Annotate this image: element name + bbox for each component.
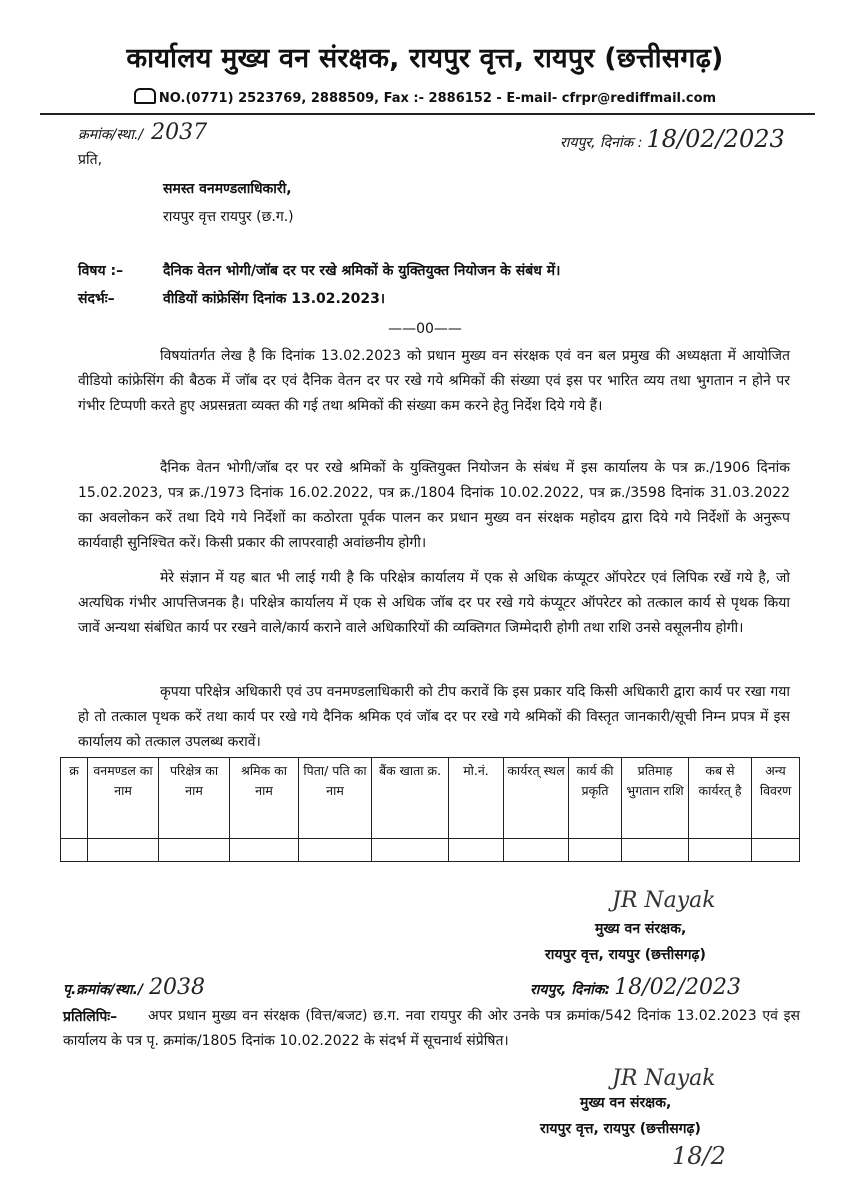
reference-label: संदर्भः–: [78, 291, 115, 307]
separator: ——00——: [388, 321, 462, 337]
table-header-cell: प्रतिमाह भुगतान राशि: [622, 758, 689, 839]
table-cell: [230, 839, 299, 862]
table-cell: [159, 839, 230, 862]
signature-1: JR Nayak: [612, 888, 716, 913]
table-cell: [88, 839, 159, 862]
table-header-cell: पिता/ पति का नाम: [299, 758, 372, 839]
table-cell: [622, 839, 689, 862]
telephone-icon: [134, 88, 156, 104]
recipient-address: रायपुर वृत्त रायपुर (छ.ग.): [163, 209, 294, 225]
table-cell: [752, 839, 800, 862]
reference-text: वीडियों कांफ्रेसिंग दिनांक 13.02.2023।: [163, 291, 386, 307]
paragraph-3: मेरे संज्ञान में यह बात भी लाई गयी है कि परिक्षेत्र कार्यालय में एक से अधिक कंप्यूटर ऑपरेटर एवं लिपिक रखें गये है, जो अत्यधिक गंभीर आपत्तिजनक है। परिक्षेत्र कार्यालय में एक से अधिक जॉब दर पर रखे गये कंप्यूटर ऑपरेटर को तत्काल कार्य से पृथक किया जावें अन्यथा संबंधित कार्य पर रखने वाले/कार्य कराने वाले अधिकारियों की व्यक्तिगत जिम्मेदारी होगी तथा राशि उनसे वसूलनीय होगी।: [78, 570, 790, 636]
letter-date-label: रायपुर, दिनांक :: [560, 135, 643, 151]
signatory-office-1: रायपुर वृत्त, रायपुर (छत्तीसगढ़): [545, 947, 706, 963]
signature-date-note: 18/2: [672, 1142, 726, 1170]
endorsement-date-label: रायपुर, दिनांक:: [530, 982, 611, 998]
table-cell: [569, 839, 622, 862]
letter-date-value: 18/02/2023: [646, 125, 785, 153]
table-header-cell: श्रमिक का नाम: [230, 758, 299, 839]
table-header-cell: परिक्षेत्र का नाम: [159, 758, 230, 839]
table-cell: [504, 839, 569, 862]
paragraph-4: कृपया परिक्षेत्र अधिकारी एवं उप वनमण्डलाधिकारी को टीप करावें कि इस प्रकार यदि किसी अधिकारी द्वारा कार्य पर रखा गया हो तो तत्काल पृथक करें तथा कार्य पर रखे गये दैनिक श्रमिक एवं जॉब दर पर रखे गये श्रमिकों की विस्तृत जानकारी/सूची निम्न प्रपत्र में इस कार्यालय को तत्काल उपलब्ध करावें।: [78, 684, 790, 750]
table-header-row: [61, 758, 800, 839]
table-header-cell: अन्य विवरण: [752, 758, 800, 839]
proforma-table: [60, 757, 800, 862]
endorsement-date: [530, 975, 741, 1000]
signatory-office-2: रायपुर वृत्त, रायपुर (छत्तीसगढ़): [540, 1121, 701, 1137]
letter-ref-label: क्रमांक/स्था./: [78, 127, 144, 143]
subject-label: विषय :–: [78, 263, 124, 279]
table-cell: [449, 839, 504, 862]
signatory-designation-2: मुख्य वन संरक्षक,: [580, 1095, 672, 1111]
to-label: प्रति,: [78, 152, 103, 168]
table-header-cell: कार्यरत् स्थल: [504, 758, 569, 839]
table-header-cell: वनमण्डल का नाम: [88, 758, 159, 839]
endorsement-ref-number: 2038: [149, 975, 206, 1000]
endorsement-ref-label: पृ.क्रमांक/स्था./: [63, 982, 144, 998]
table-cell: [61, 839, 88, 862]
table-header-cell: कार्य की प्रकृति: [569, 758, 622, 839]
office-title: कार्यालय मुख्य वन संरक्षक, रायपुर वृत्त, रायपुर (छत्तीसगढ़): [126, 43, 724, 74]
table-header-cell: कब से कार्यरत् है: [689, 758, 752, 839]
table-row: [61, 839, 800, 862]
table-header-cell: क्र: [61, 758, 88, 839]
subject-text: दैनिक वेतन भोगी/जॉब दर पर रखे श्रमिकों के युक्तियुक्त नियोजन के संबंध में।: [163, 263, 561, 279]
contact-line: [0, 88, 850, 106]
table-cell: [299, 839, 372, 862]
table-cell: [372, 839, 449, 862]
contact-text: NO.(0771) 2523769, 2888509, Fax :- 2886152 - E-mail- cfrpr@rediffmail.com: [158, 91, 717, 106]
table-header-cell: बैंक खाता क्र.: [372, 758, 449, 839]
copy-text: अपर प्रधान मुख्य वन संरक्षक (वित्त/बजट) छ.ग. नवा रायपुर की ओर उनके पत्र क्रमांक/542 दिनांक 13.02.2023 एवं इस कार्यालय के पत्र पृ. क्रमांक/1805 दिनांक 10.02.2022 के संदर्भ में सूचनार्थ संप्रेषित।: [63, 1008, 800, 1049]
signature-2: JR Nayak: [612, 1066, 716, 1091]
table-cell: [689, 839, 752, 862]
recipient-name: समस्त वनमण्डलाधिकारी,: [163, 181, 292, 197]
signatory-designation-1: मुख्य वन संरक्षक,: [595, 921, 687, 937]
header-divider: [40, 113, 815, 115]
endorsement-date-value: 18/02/2023: [614, 975, 741, 1000]
table-header-cell: मो.नं.: [449, 758, 504, 839]
copy-label: प्रतिलिपिः–: [63, 1009, 118, 1025]
endorsement-ref: [63, 975, 205, 1000]
letter-date: [560, 125, 785, 153]
letter-ref-number: 2037: [151, 120, 208, 145]
paragraph-2: दैनिक वेतन भोगी/जॉब दर पर रखे श्रमिकों के युक्तियुक्त नियोजन के संबंध में इस कार्यालय के पत्र क्र./1906 दिनांक 15.02.2023, पत्र क्र./1973 दिनांक 16.02.2022, पत्र क्र./1804 दिनांक 10.02.2022, पत्र क्र./3598 दिनांक 31.03.2022 का अवलोकन करें तथा दिये गये निर्देशों का कठोरता पूर्वक पालन कर प्रधान मुख्य वन संरक्षक महोदय द्वारा दिये गये निर्देशों के अनुरूप कार्यवाही सुनिश्चित करें। किसी प्रकार की लापरवाही अवांछनीय होगी।: [78, 460, 790, 551]
paragraph-1: विषयांतर्गत लेख है कि दिनांक 13.02.2023 को प्रधान मुख्य वन संरक्षक एवं वन बल प्रमुख की अध्यक्षता में आयोजित वीडियो कांफ्रेसिंग की बैठक में जॉब दर एवं दैनिक वेतन दर पर रखे गये श्रमिकों की संख्या एवं इस पर भारित व्यय तथा भुगतान न होने पर गंभीर टिप्पणी करते हुए अप्रसन्नता व्यक्त की गई तथा श्रमिकों की संख्या कम करने हेतु निर्देश दिये गये हैं।: [78, 348, 790, 414]
letter-ref: [78, 120, 207, 145]
